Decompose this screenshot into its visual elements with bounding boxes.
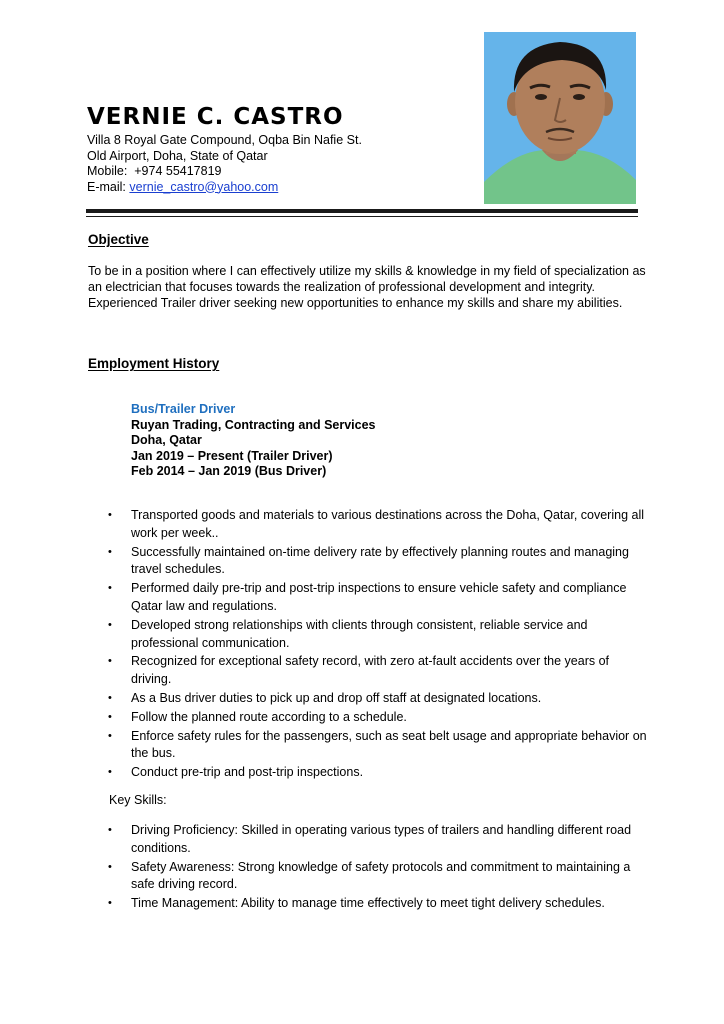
bullet-icon: • xyxy=(108,729,112,742)
company-name: Ruyan Trading, Contracting and Services xyxy=(131,417,376,432)
duty-item: • Enforce safety rules for the passengers, such as seat belt usage and appropriate behavior on the bus. xyxy=(108,728,647,761)
duty-item: • As a Bus driver duties to pick up and drop off staff at designated locations. xyxy=(108,690,648,708)
mobile-line xyxy=(87,164,362,180)
objective-text: To be in a position where I can effectively utilize my skills & knowledge in my field of specialization as an electrician that focuses towards the realization of professional development and integrity. Experienced Trailer driver seeking new opportunities to enhance my skills and share my abilities. xyxy=(88,264,646,310)
job-entry xyxy=(131,402,376,480)
duty-item: • Follow the planned route according to a schedule. xyxy=(108,709,648,727)
duty-item: • Developed strong relationships with clients through consistent, reliable service and professional communication. xyxy=(108,617,588,650)
email-line xyxy=(87,180,362,196)
key-skills-label: Key Skills: xyxy=(109,793,167,807)
mobile-label: Mobile: xyxy=(87,164,128,178)
profile-photo xyxy=(484,32,636,204)
objective-heading: Objective xyxy=(88,232,149,247)
duty-item: • Conduct pre-trip and post-trip inspections. xyxy=(108,764,648,782)
mobile-number: +974 55417819 xyxy=(134,164,222,178)
address-line-2: Old Airport, Doha, State of Qatar xyxy=(87,148,268,163)
duty-item: • Recognized for exceptional safety record, with zero at-fault accidents over the years of driving. xyxy=(108,654,610,687)
candidate-name: VERNIE C. CASTRO xyxy=(87,104,344,130)
skill-item: • Time Management: Ability to manage time effectively to meet tight delivery schedules. xyxy=(108,895,648,913)
job-location: Doha, Qatar xyxy=(131,433,202,447)
bullet-icon: • xyxy=(108,824,112,836)
duties-list xyxy=(108,507,648,783)
duty-item: • Transported goods and materials to various destinations across the Doha, Qatar, covering all work per week.. xyxy=(108,508,645,540)
duty-item: • Performed daily pre-trip and post-trip inspections to ensure vehicle safety and compliance Qatar law and regulations. xyxy=(108,581,627,613)
bullet-icon: • xyxy=(108,509,112,521)
employment-history-heading: Employment History xyxy=(88,356,220,371)
bullet-icon: • xyxy=(108,618,112,631)
bullet-icon: • xyxy=(108,766,112,779)
email-link[interactable]: vernie_castro@yahoo.com xyxy=(129,179,279,194)
contact-block xyxy=(87,133,362,195)
bullet-icon: • xyxy=(108,897,112,910)
email-label: E-mail: xyxy=(87,179,126,194)
skill-item: • Safety Awareness: Strong knowledge of safety protocols and commitment to maintaining a safe driving record. xyxy=(108,859,631,892)
header-divider-thick xyxy=(86,209,638,213)
job-period-bus: Feb 2014 – Jan 2019 (Bus Driver) xyxy=(131,464,327,478)
bullet-icon: • xyxy=(108,710,112,723)
job-period-trailer: Jan 2019 – Present (Trailer Driver) xyxy=(131,448,333,463)
skill-item: • Driving Proficiency: Skilled in operating various types of trailers and handling different road conditions. xyxy=(108,823,632,855)
key-skills-list xyxy=(108,822,648,914)
bullet-icon: • xyxy=(108,655,112,668)
bullet-icon: • xyxy=(108,582,112,595)
bullet-icon: • xyxy=(108,691,112,704)
duty-item: • Successfully maintained on-time delivery rate by effectively planning routes and managing travel schedules. xyxy=(108,544,629,577)
header-divider-thin xyxy=(86,216,638,217)
address-line-1: Villa 8 Royal Gate Compound, Oqba Bin Nafie St. xyxy=(87,133,362,147)
bullet-icon: • xyxy=(108,860,112,873)
bullet-icon: • xyxy=(108,545,112,558)
job-title: Bus/Trailer Driver xyxy=(131,402,236,416)
